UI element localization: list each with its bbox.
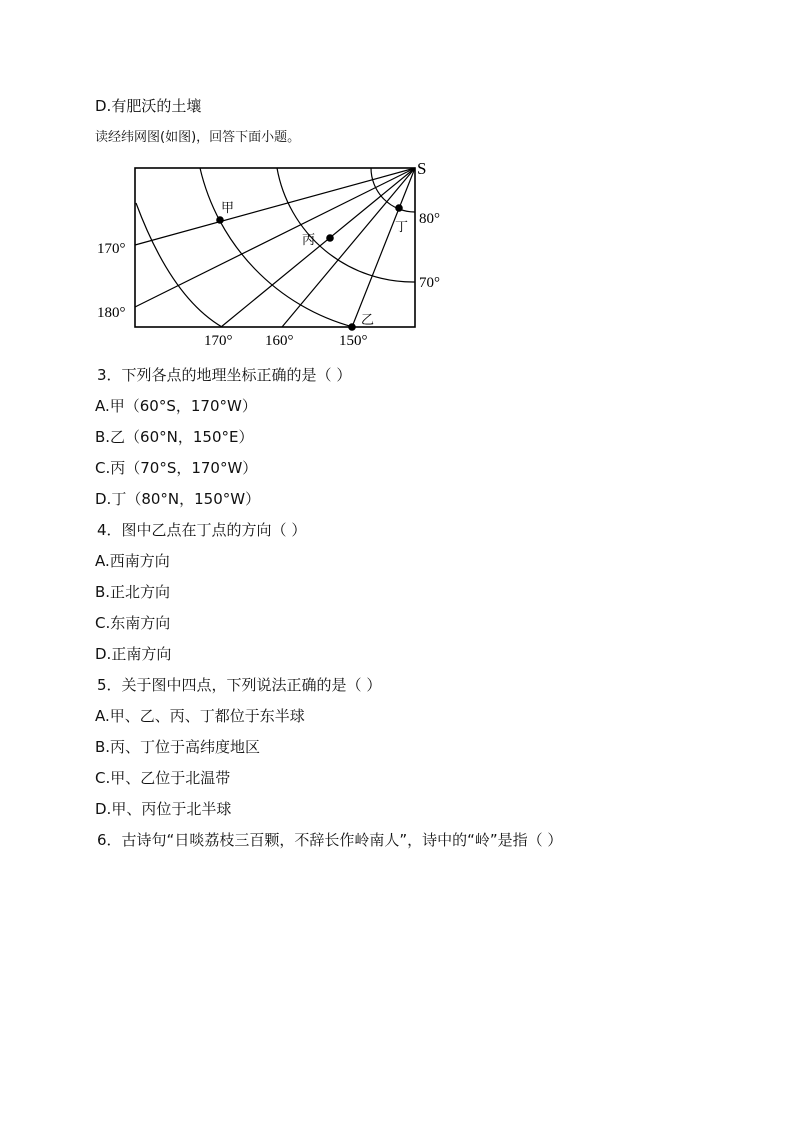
question-4-option-b: B.正北方向 xyxy=(95,583,171,601)
question-4-option-c: C.东南方向 xyxy=(95,614,171,632)
label-bottom-150: 150° xyxy=(339,333,368,349)
point-jia xyxy=(216,216,224,224)
label-bing: 丙 xyxy=(302,232,316,247)
question-4-option-a: A.西南方向 xyxy=(95,552,170,570)
question-4-option-d: D.正南方向 xyxy=(95,645,172,663)
question-3-option-a: A.甲（60°S，170°W） xyxy=(95,397,257,415)
meridian-180 xyxy=(135,168,415,307)
label-left-170: 170° xyxy=(97,241,126,257)
map-frame xyxy=(135,168,415,327)
question-5-option-c: C.甲、乙位于北温带 xyxy=(95,769,231,787)
question-5-stem: 5．关于图中四点，下列说法正确的是（ ） xyxy=(97,676,382,694)
question-5-option-a: A.甲、乙、丙、丁都位于东半球 xyxy=(95,707,305,725)
question-5-option-d: D.甲、丙位于北半球 xyxy=(95,800,232,818)
label-left-180: 180° xyxy=(97,305,126,321)
question-5-option-b: B.丙、丁位于高纬度地区 xyxy=(95,738,261,756)
meridian-170 xyxy=(135,168,415,245)
meridian-150 xyxy=(352,168,415,327)
question-3-option-c: C.丙（70°S，170°W） xyxy=(95,459,258,477)
previous-option-d: D.有肥沃的土壤 xyxy=(95,97,202,115)
question-4-stem: 4．图中乙点在丁点的方向（ ） xyxy=(97,521,307,539)
meridian-160 xyxy=(282,168,415,327)
question-3-option-d: D.丁（80°N，150°W） xyxy=(95,490,261,508)
question-3-stem: 3．下列各点的地理坐标正确的是（ ） xyxy=(97,366,352,384)
label-bottom-160: 160° xyxy=(265,333,294,349)
meridian-170-bottom xyxy=(221,168,415,327)
pole-label: S xyxy=(417,159,427,178)
label-bottom-170: 170° xyxy=(204,333,233,349)
question-6-stem: 6．古诗句“日啖荔枝三百颗，不辞长作岭南人”，诗中的“岭”是指（ ） xyxy=(97,831,563,849)
question-3-option-b: B.乙（60°N，150°E） xyxy=(95,428,254,446)
latitude-arc-50 xyxy=(136,203,222,327)
point-ding xyxy=(395,204,403,212)
intro-text: 读经纬网图(如图)，回答下面小题。 xyxy=(95,130,301,145)
point-yi xyxy=(348,323,356,331)
label-ding: 丁 xyxy=(395,219,409,234)
point-bing xyxy=(326,234,334,242)
label-right-80: 80° xyxy=(419,211,440,227)
label-yi: 乙 xyxy=(361,312,375,327)
label-jia: 甲 xyxy=(221,200,235,215)
lat-long-grid-figure xyxy=(90,155,450,350)
label-right-70: 70° xyxy=(419,275,440,291)
